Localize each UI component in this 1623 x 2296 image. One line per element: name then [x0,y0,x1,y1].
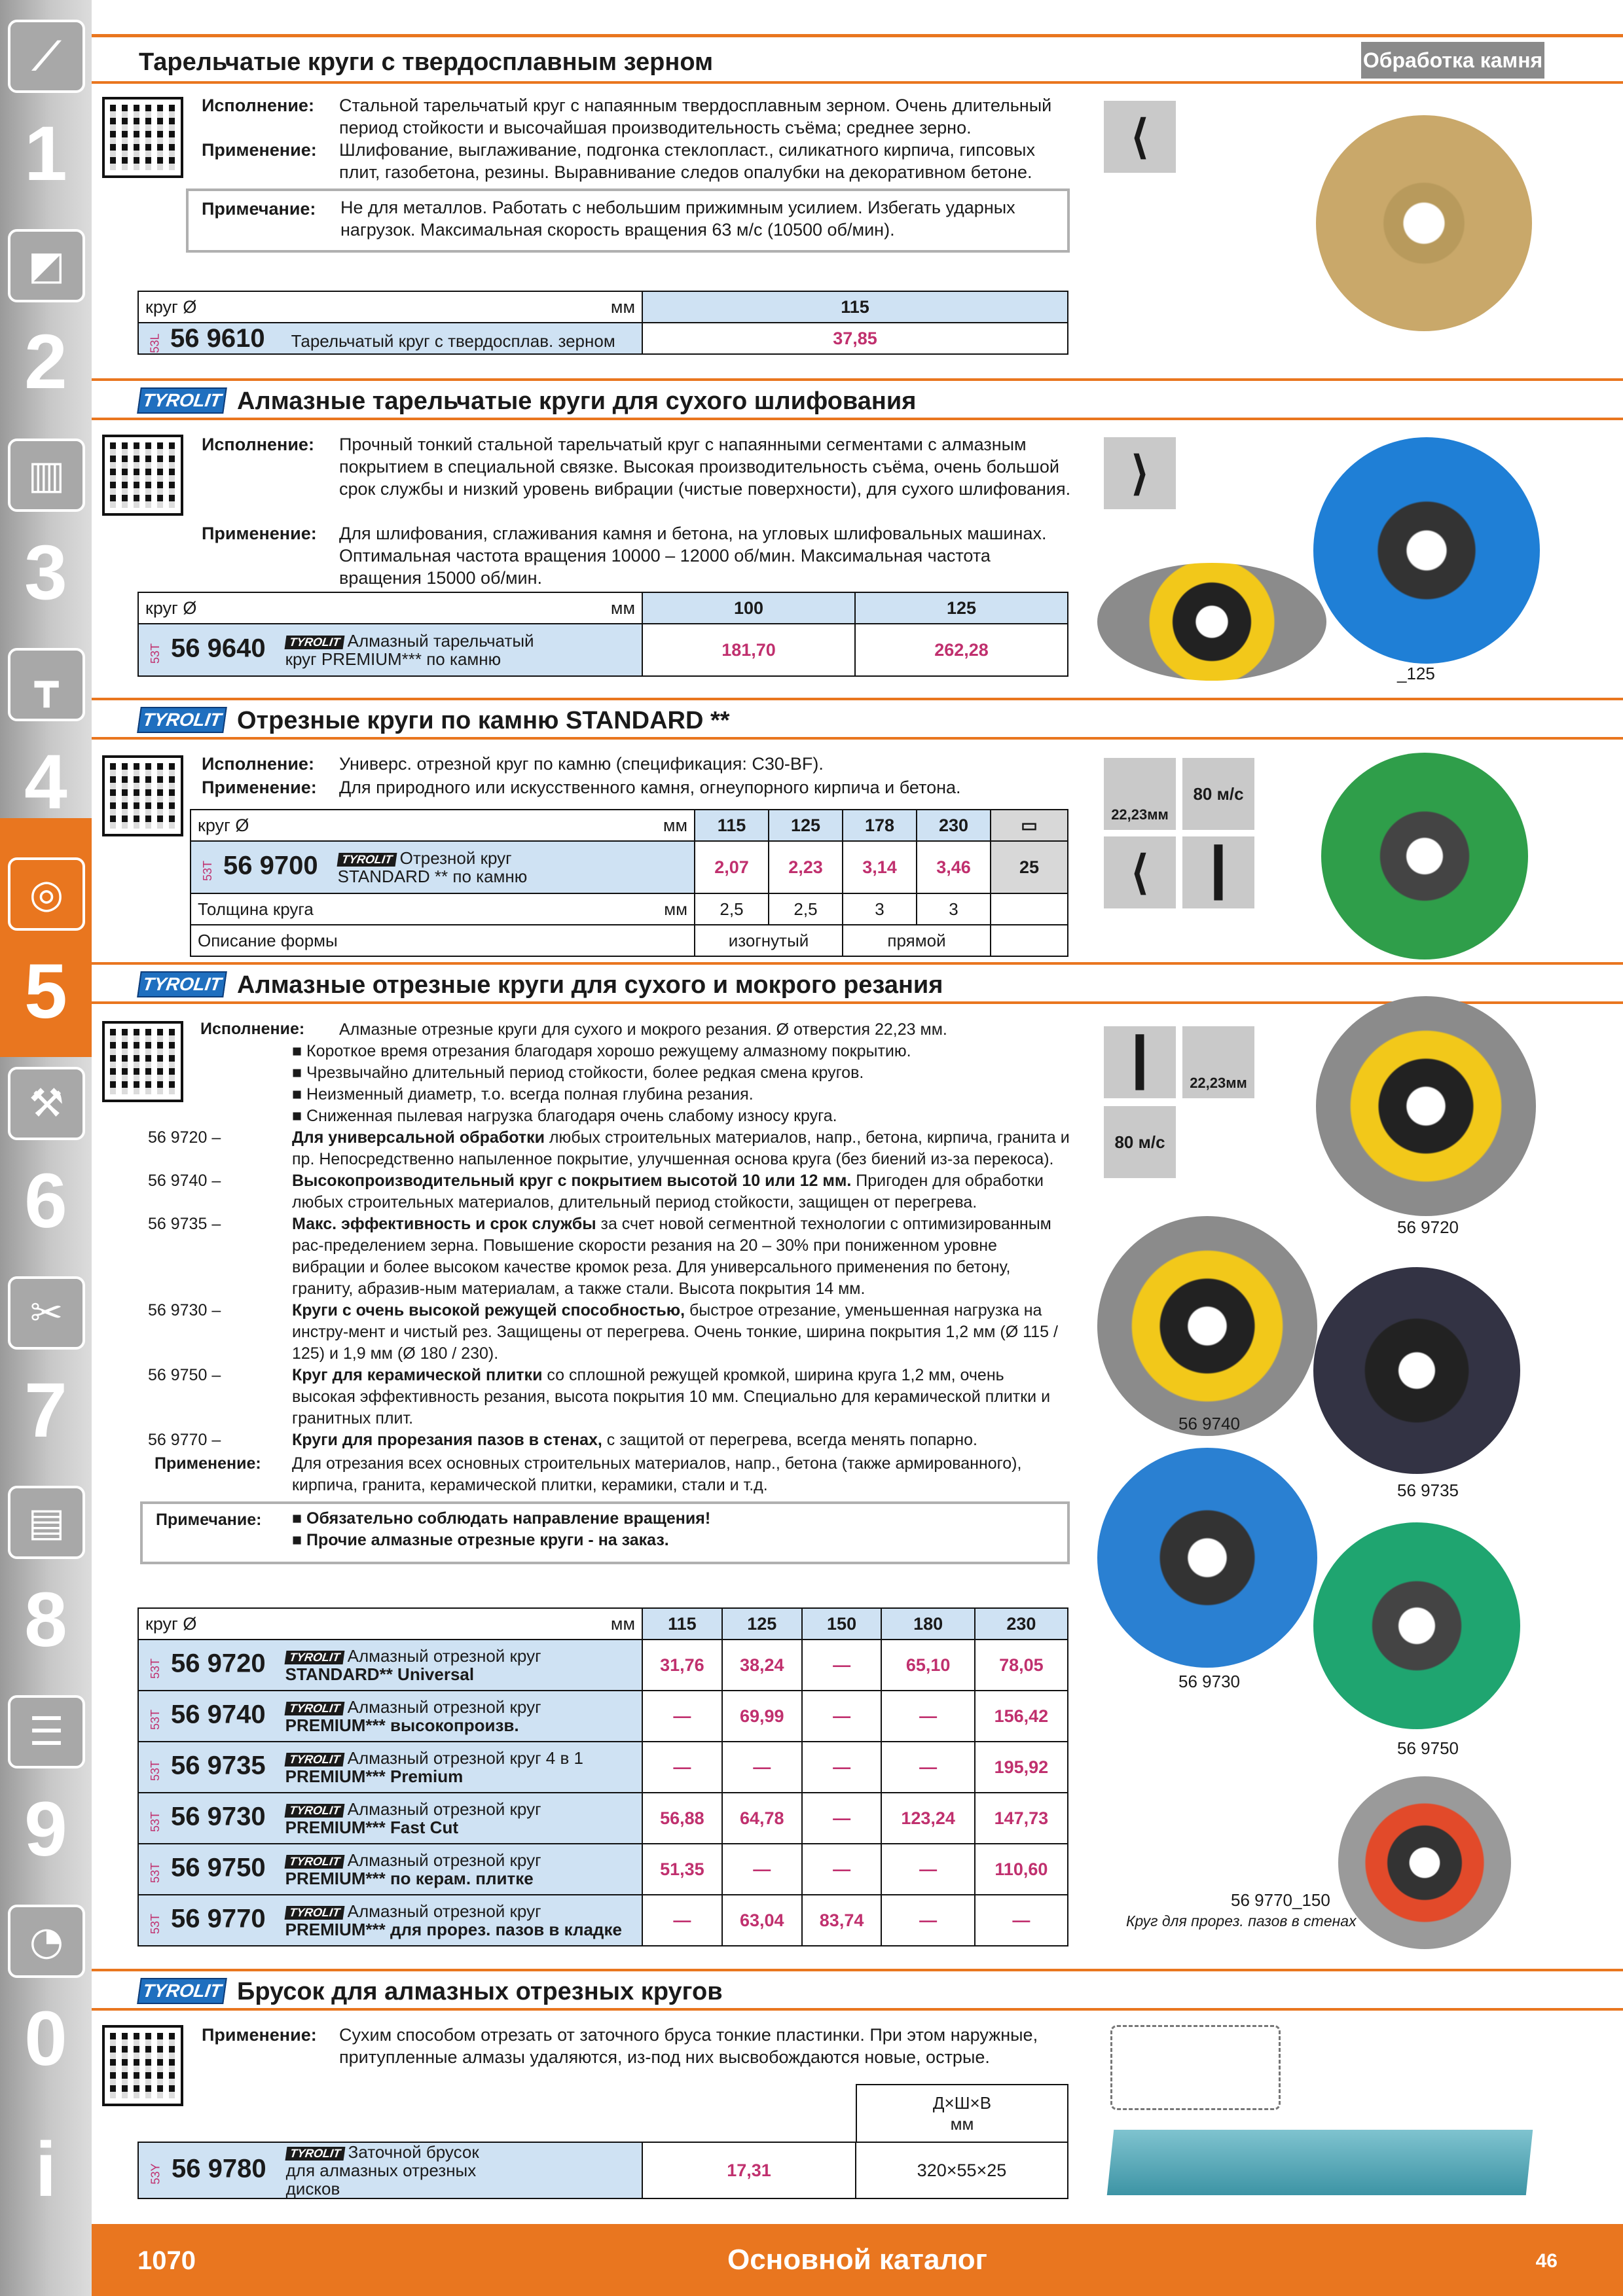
article-desc: Тарельчатый круг с твердосплав. зерном [291,331,615,351]
chapter-3[interactable]: 3 [24,529,67,616]
thickness-value: 2,5 [695,893,769,925]
note-label: Примечание: [202,199,316,219]
price-cell: 3,46 [917,841,991,893]
table-row[interactable]: 53Y 56 9780TYROLIT Заточной брусок для алмазных отрезных дисков 17,31 320×55×25 [138,2142,1068,2198]
chapter-8[interactable]: 8 [24,1577,67,1663]
cabinet-icon[interactable]: ☰ [8,1695,85,1768]
th-diameter: круг Ø [198,815,249,835]
tyrolit-logo: TYROLIT [137,971,227,997]
pliers-icon[interactable]: ✂ [8,1276,85,1350]
exec-text: Прочный тонкий стальной тарельчатый круг с напаянными сегментами с алмазным покрытием в специальной связке. Высокая производительность съёма, очень большой срок службы и низкий уровень вибрации (чистые поверхности), для сухого шлифования. [339,435,1071,499]
variant-item: 56 9735 – Макс. эффективность и срок службы за счет новой сегментной технологии с оптимизированным рас-пределением зерна. Повышение скорости резания на 20 – 30% при пониженном уровне вибрации и более высоком качестве кромок реза. Для универсального применения по бетону, граниту, абразив-ным материалам, а также стали. Высота покрытия 14 мм. [148,1215,1051,1298]
feature-bullets [292,1041,1071,1127]
app-text: Сухим способом отрезать от заточного бруса тонкие пластинки. При этом наружные, притупленные алмазы удаляются, из-под них высвобождаются новые, острые. [339,2025,1038,2067]
app-text: Для природного или искусственного камня, огнеупорного кирпича и бетона. [339,778,961,797]
bore-diameter-icon: 22,23мм [1182,1026,1254,1098]
catalog-page-code: 46 [1535,2250,1558,2272]
bullet: ■ Сниженная пылевая нагрузка благодаря очень слабому износу круга. [292,1107,837,1125]
dim-header: Д×Ш×В [932,2093,992,2113]
exec-label: Исполнение: [202,435,314,454]
th-size: 125 [722,1608,802,1640]
note-text: Не для металлов. Работать с небольшим прижимным усилием. Избегать ударных нагрузок. Максимальная скорость вращения 63 м/с (10500 об/мин). [340,198,1015,240]
chapter-7[interactable]: 7 [24,1367,67,1454]
variant-descriptions [148,1127,1071,1451]
chapter-info[interactable]: i [35,2126,57,2213]
safety-goggles-icon[interactable]: ◔ [8,1905,85,1978]
footer [92,2224,1623,2296]
qr-code[interactable] [105,99,181,175]
th-unit: мм [610,1613,635,1634]
section-title: Тарельчатые круги с твердосплавным зерном [139,48,714,76]
app-text: Для отрезания всех основных строительных материалов, напр., бетона (также армированного), кирпича, гранита, керамической плитки, керамики, стали и т.д. [292,1454,1022,1494]
tyrolit-logo: TYROLIT [137,387,227,414]
price-table-s1 [137,291,1068,355]
image-caption: 56 9720 [1397,1217,1459,1237]
section-header-diamond-cutting [92,962,1623,1004]
profile-curved-icon: ⟨ [1104,836,1176,908]
th-size: 125 [769,810,843,841]
top-rule [92,34,1623,37]
qr-code[interactable] [105,437,181,513]
th-unit: мм [610,296,635,317]
th-diameter: круг Ø [145,1613,197,1634]
table-row[interactable]: 53T 56 9770 TYROLIT Алмазный отрезной круг PREMIUM*** для прорез. пазов в кладке — 63,04 83,74 — — [138,1895,1068,1946]
disc-569735-image [1313,1267,1520,1474]
tyrolit-logo: TYROLIT [137,707,227,733]
article-number[interactable] [138,323,642,354]
table-row[interactable]: 53T 56 9740 TYROLIT Алмазный отрезной круг PREMIUM*** высокопроизв. — 69,99 — — 156,42 [138,1691,1068,1742]
section-title: Отрезные круги по камню STANDARD ** [237,707,730,734]
th-size: 100 [642,592,855,624]
drill-icon[interactable]: ⟋ [8,20,85,93]
note-box [140,1501,1070,1564]
tyrolit-mini-logo: TYROLIT [284,636,344,649]
table-row[interactable]: 53T 56 9735 TYROLIT Алмазный отрезной круг 4 в 1 PREMIUM*** Premium — — — — 195,92 [138,1742,1068,1793]
section-title: Алмазные тарельчатые круги для сухого шлифования [237,387,917,415]
table-row[interactable]: 53T 56 9750 TYROLIT Алмазный отрезной круг PREMIUM*** по керам. плитке 51,35 — — — 110,60 [138,1844,1068,1895]
th-size: 150 [802,1608,882,1640]
price-cell: 37,85 [642,323,1068,354]
article-id: 56 9700 [223,851,318,880]
profile-curved-icon: ⟩ [1104,437,1176,509]
bullet: ■ Неизменный диаметр, т.о. всегда полная глубина резания. [292,1085,754,1103]
section-title: Брусок для алмазных отрезных кругов [237,1978,723,2005]
section-header-diamond-cup [92,378,1623,420]
th-size: 125 [855,592,1068,624]
article-desc: Отрезной круг STANDARD ** по камню [337,848,528,886]
disc-569750-image [1313,1522,1520,1729]
section-header-dressing-stone [92,1969,1623,2011]
disc-569730-image [1097,1448,1317,1668]
profile-curved-icon: ⟨ [1104,101,1176,173]
th-size: 230 [917,810,991,841]
bullet: ■ Чрезвычайно длительный период стойкости, более редкая смена кругов. [292,1064,864,1082]
cup-wheel-image [1313,437,1540,664]
th-size: 230 [975,1608,1068,1640]
profile-straight-icon: ┃ [1182,836,1254,908]
app-label: Применение: [155,1454,261,1473]
price-cell: 181,70 [642,624,855,676]
th-size: 115 [642,291,1068,323]
price-table-s2 [137,592,1068,677]
shape-value: изогнутый [695,925,843,956]
chapter-5[interactable]: 5 [24,948,67,1035]
th-size: 115 [695,810,769,841]
image-caption: 56 9770_150 [1231,1890,1330,1910]
image-caption: 56 9740 [1178,1414,1240,1433]
th-diameter: круг Ø [145,598,197,618]
max-speed-icon: 80 м/с [1182,758,1254,830]
carbide-disc-image [1316,115,1532,331]
image-caption: 56 9730 [1178,1672,1240,1691]
qr-code[interactable] [105,758,181,834]
price-cell: 2,23 [769,841,843,893]
thickness-value: 3 [843,893,917,925]
disc-569770-image [1338,1776,1511,1949]
bullet: ■ Короткое время отрезания благодаря хорошо режущему алмазному покрытию. [292,1042,911,1060]
thickness-unit: мм [664,899,687,919]
app-text: Для шлифования, сглаживания камня и бетона, на угловых шлифовальных машинах. Оптимальная частота вращения 10000 – 12000 об/мин. Максимальная частота вращения 15000 об/мин. [339,524,1047,588]
price-key: 53L [148,332,162,353]
variant-item: 56 9750 – Круг для керамической плитки со сплошной режущей кромкой, ширина круга 1,2 мм, очень высокая эффективность резания, высота покрытия 10 мм. Специально для керамической плитки и гранитных плит. [148,1366,1051,1427]
note-label: Примечание: [156,1511,262,1529]
table-row[interactable]: 53T 56 9730 TYROLIT Алмазный отрезной круг PREMIUM*** Fast Cut 56,88 64,78 — 123,24 147,73 [138,1793,1068,1844]
qr-code[interactable] [105,1024,181,1100]
category-badge: Обработка камня [1361,42,1544,79]
disc-569740-image [1097,1216,1317,1436]
price-cell: 3,14 [843,841,917,893]
price-table-s4 [137,1607,1068,1946]
shape-value: прямой [843,925,991,956]
chapter-0[interactable]: 0 [24,1996,67,2082]
article-id: 56 9640 [171,634,266,663]
exec-text: Алмазные отрезные круги для сухого и мокрого резания. Ø отверстия 22,23 мм. [339,1020,947,1039]
tyrolit-mini-logo: TYROLIT [337,853,397,867]
price-key: 53T [149,643,162,664]
article-desc: Алмазный тарельчатый круг PREMIUM*** по камню [285,631,534,669]
wrench-icon[interactable]: ⚒ [8,1067,85,1140]
chapter-1[interactable]: 1 [24,111,67,197]
dressing-diagram [1110,2025,1281,2110]
app-label: Применение: [202,778,317,797]
cutting-disc-icon[interactable]: ◎ [8,857,85,931]
variant-item: 56 9730 – Круги с очень высокой режущей способностью, быстрое отрезание, уменьшенная нагрузка на инстру-мент и чистый рез. Защищены от перегрева. Очень тонкие, ширина покрытия 1,2 мм (Ø 115 / 125) и 1,9 мм (Ø 180 / 230). [148,1301,1058,1363]
price-table-s5 [137,2084,1068,2143]
variant-item: 56 9770 – Круги для прорезания пазов в стенах, с защитой от перегрева, всегда менять попарно. [148,1431,977,1449]
exec-label: Исполнение: [202,96,314,115]
article-number[interactable] [191,841,695,893]
thickness-value: 2,5 [769,893,843,925]
dim-unit: мм [950,2114,974,2134]
stone-cutting-disc-image [1321,753,1528,960]
dressing-stone-image [1107,2130,1533,2195]
th-size: 178 [843,810,917,841]
chapter-4[interactable]: 4 [24,739,67,825]
price-table-s5-row [137,2142,1068,2199]
toolbox-icon[interactable]: ▤ [8,1486,85,1559]
exec-label: Исполнение: [202,754,314,774]
max-speed-icon: 80 м/с [1104,1106,1176,1178]
exec-label: Исполнение: [200,1020,305,1038]
variant-item: 56 9740 – Высокопроизводительный круг с покрытием высотой 10 или 12 мм. Пригоден для обработки любых строительных материалов, длительный период стойкости, защищен от перегрева. [148,1172,1044,1211]
disc-569720-image [1316,996,1536,1216]
variant-item: 56 9720 – Для универсальной обработки любых строительных материалов, напр., бетона, кирпича, гранита и пр. Непосредственно напыленное покрытие, улучшенная основа круга (без биений из-за перекоса). [148,1128,1070,1168]
bore-diameter-icon: 22,23мм [1104,758,1176,830]
profile-straight-icon: ┃ [1104,1026,1176,1098]
chapter-9[interactable]: 9 [24,1786,67,1873]
pack-icon-cell: ▭ [991,810,1068,841]
chapter-6[interactable]: 6 [24,1158,67,1244]
catalog-title: Основной каталог [727,2244,987,2276]
app-label: Применение: [202,140,317,160]
article-number[interactable] [138,624,642,676]
th-unit: мм [610,598,635,618]
shape-label: Описание формы [191,925,695,956]
page-number: 1070 [137,2246,196,2275]
note-box [186,188,1070,253]
app-text: Шлифование, выглаживание, подгонка стеклопласт., силикатного кирпича, гипсовых плит, газобетона, резины. Выравнивание следов опалубки на декоративном бетоне. [339,140,1035,182]
exec-text: Стальной тарельчатый круг с напаянным твердосплавным зерном. Очень длительный период стойкости и высочайшая производительность съёма; среднее зерно. [339,96,1052,137]
exec-text: Универс. отрезной круг по камню (спецификация: C30-BF). [339,754,824,774]
image-caption: 56 9750 [1397,1738,1459,1758]
th-size: 180 [881,1608,974,1640]
app-label: Применение: [202,2025,317,2045]
th-size: 115 [642,1608,722,1640]
grinder-icon[interactable]: ◩ [8,229,85,302]
cup-wheel-side-image [1097,563,1326,681]
pack-quantity: 25 [991,841,1068,893]
th-unit: мм [663,815,687,835]
price-cell: 262,28 [855,624,1068,676]
note-list: ■ Обязательно соблюдать направление вращения! ■ Прочие алмазные отрезные круги - на заказ. [292,1509,711,1549]
section-header-carbide [92,42,1623,84]
table-row[interactable]: 53T 56 9720 TYROLIT Алмазный отрезной круг STANDARD** Universal 31,76 38,24 — 65,10 78,05 [138,1640,1068,1691]
image-caption: 56 9735 [1397,1480,1459,1500]
price-cell: 2,07 [695,841,769,893]
thickness-value: 3 [917,893,991,925]
th-diameter: круг Ø [145,296,197,317]
tyrolit-logo: TYROLIT [137,1978,227,2004]
section-title: Алмазные отрезные круги для сухого и мокрого резания [237,971,943,999]
image-caption: Круг для прорез. пазов в стенах [1126,1912,1357,1929]
chuck-icon[interactable]: ▥ [8,439,85,512]
article-id: 56 9610 [170,323,265,353]
caliper-icon[interactable]: ┳ [8,648,85,721]
chapter-2[interactable]: 2 [24,319,67,405]
image-caption: _125 [1397,664,1435,683]
price-table-s3 [190,809,1068,957]
section-header-stone-cut [92,698,1623,740]
thickness-label: Толщина круга [198,899,314,919]
price-key: 53T [201,860,215,881]
app-label: Применение: [202,524,317,543]
